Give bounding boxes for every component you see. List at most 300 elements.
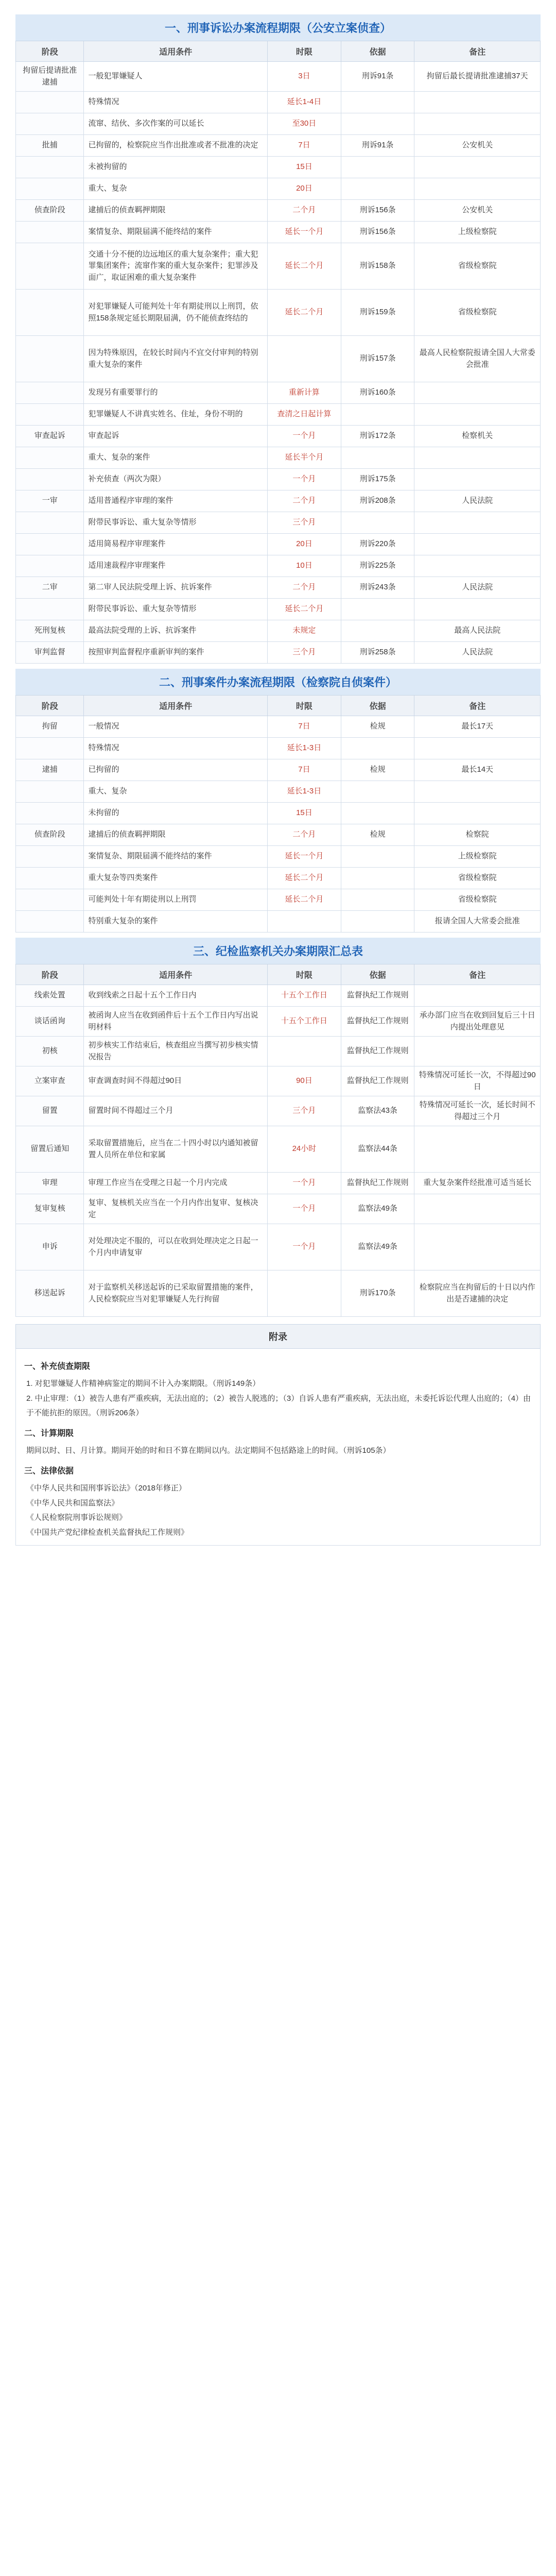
stage-cell: 谈话函询	[16, 1007, 84, 1037]
stage-cell: 逮捕	[16, 759, 84, 781]
condition-cell: 流窜、结伙、多次作案的可以延长	[84, 113, 268, 135]
condition-cell: 特殊情况	[84, 92, 268, 113]
basis-cell	[341, 92, 414, 113]
time-cell	[268, 911, 341, 933]
table-row	[16, 868, 541, 889]
stage-cell	[16, 469, 84, 490]
stage-cell	[16, 447, 84, 469]
note-cell	[414, 985, 541, 1007]
stage-cell	[16, 555, 84, 577]
note-cell: 重大复杂案件经批准可适当延长	[414, 1173, 541, 1194]
note-cell: 拘留后最长提请批准逮捕37天	[414, 62, 541, 92]
basis-cell: 刑诉160条	[341, 382, 414, 404]
note-cell: 人民法院	[414, 490, 541, 512]
time-cell: 延长一个月	[268, 846, 341, 868]
condition-cell: 复审、复核机关应当在一个月内作出复审、复核决定	[84, 1194, 268, 1224]
condition-cell: 适用简易程序审理案件	[84, 534, 268, 555]
basis-cell: 监督执纪工作规则	[341, 1037, 414, 1066]
time-cell: 延长二个月	[268, 243, 341, 290]
appendix-item: 《人民检察院刑事诉讼规则》	[26, 1513, 127, 1522]
stage-cell: 移送起诉	[16, 1270, 84, 1317]
time-cell: 十五个工作日	[268, 1007, 341, 1037]
time-cell	[268, 1037, 341, 1066]
section1-title: 一、刑事诉讼办案流程期限（公安立案侦查）	[15, 14, 541, 41]
section3-table	[15, 964, 541, 1317]
header-basis: 依据	[341, 696, 414, 716]
table-row	[16, 512, 541, 534]
stage-cell: 复审复核	[16, 1194, 84, 1224]
stage-cell	[16, 512, 84, 534]
time-cell: 三个月	[268, 642, 341, 664]
time-cell: 15日	[268, 157, 341, 178]
time-cell: 至30日	[268, 113, 341, 135]
stage-cell	[16, 243, 84, 290]
note-cell: 最高人民检察院报请全国人大常委会批准	[414, 336, 541, 382]
table-row	[16, 620, 541, 642]
time-cell: 二个月	[268, 577, 341, 599]
basis-cell: 刑诉91条	[341, 135, 414, 157]
condition-cell: 已拘留的	[84, 759, 268, 781]
table-row	[16, 716, 541, 738]
stage-cell	[16, 781, 84, 803]
time-cell: 三个月	[268, 512, 341, 534]
condition-cell: 一般犯罪嫌疑人	[84, 62, 268, 92]
note-cell: 特殊情况可延长一次，延长时间不得超过三个月	[414, 1096, 541, 1126]
table-row	[16, 490, 541, 512]
note-cell: 公安机关	[414, 200, 541, 222]
stage-cell	[16, 404, 84, 426]
table-row	[16, 1096, 541, 1126]
stage-cell: 侦查阶段	[16, 824, 84, 846]
header-note: 备注	[414, 41, 541, 62]
note-cell: 最长14天	[414, 759, 541, 781]
condition-cell: 重大、复杂	[84, 178, 268, 200]
basis-cell: 监察法43条	[341, 1096, 414, 1126]
note-cell	[414, 469, 541, 490]
table-row	[16, 1126, 541, 1173]
condition-cell: 已拘留的，检察院应当作出批准或者不批准的决定	[84, 135, 268, 157]
stage-cell	[16, 113, 84, 135]
stage-cell	[16, 534, 84, 555]
note-cell	[414, 512, 541, 534]
stage-cell	[16, 290, 84, 336]
time-cell: 90日	[268, 1066, 341, 1096]
condition-cell: 重大、复杂	[84, 781, 268, 803]
stage-cell: 一审	[16, 490, 84, 512]
note-cell	[414, 382, 541, 404]
note-cell: 报请全国人大常委会批准	[414, 911, 541, 933]
basis-cell: 刑诉220条	[341, 534, 414, 555]
table-row	[16, 178, 541, 200]
note-cell	[414, 738, 541, 759]
note-cell	[414, 555, 541, 577]
note-cell: 省级检察院	[414, 243, 541, 290]
appendix-item: 期间以时、日、月计算。期间开始的时和日不算在期间以内。法定期间不包括路途上的时间。（刑诉105条）	[26, 1446, 391, 1455]
stage-cell	[16, 336, 84, 382]
note-cell	[414, 803, 541, 824]
stage-cell: 留置	[16, 1096, 84, 1126]
time-cell: 一个月	[268, 1224, 341, 1270]
condition-cell: 留置时间不得超过三个月	[84, 1096, 268, 1126]
stage-cell: 审查起诉	[16, 426, 84, 447]
note-cell	[414, 92, 541, 113]
note-cell	[414, 534, 541, 555]
time-cell: 三个月	[268, 1096, 341, 1126]
time-cell: 十五个工作日	[268, 985, 341, 1007]
section3-title: 三、纪检监察机关办案期限汇总表	[15, 938, 541, 964]
condition-cell: 适用速裁程序审理案件	[84, 555, 268, 577]
basis-cell: 监督执纪工作规则	[341, 1066, 414, 1096]
table-row	[16, 290, 541, 336]
time-cell: 一个月	[268, 426, 341, 447]
condition-cell: 重大、复杂的案件	[84, 447, 268, 469]
table-row	[16, 824, 541, 846]
stage-cell	[16, 846, 84, 868]
note-cell: 承办部门应当在收到回复后三十日内提出处理意见	[414, 1007, 541, 1037]
time-cell: 延长1-3日	[268, 738, 341, 759]
basis-cell	[341, 157, 414, 178]
basis-cell: 监察法49条	[341, 1194, 414, 1224]
time-cell: 查清之日起计算	[268, 404, 341, 426]
table-row	[16, 222, 541, 243]
table-row	[16, 135, 541, 157]
appendix-title: 附录	[15, 1324, 541, 1349]
basis-cell: 检规	[341, 824, 414, 846]
stage-cell: 线索处置	[16, 985, 84, 1007]
header-time: 时限	[268, 696, 341, 716]
table-row	[16, 555, 541, 577]
basis-cell	[341, 447, 414, 469]
condition-cell: 审查起诉	[84, 426, 268, 447]
time-cell: 延长一个月	[268, 222, 341, 243]
time-cell: 15日	[268, 803, 341, 824]
basis-cell	[341, 911, 414, 933]
table-row	[16, 62, 541, 92]
condition-cell: 重大复杂等四类案件	[84, 868, 268, 889]
stage-cell	[16, 92, 84, 113]
stage-cell: 二审	[16, 577, 84, 599]
basis-cell: 刑诉170条	[341, 1270, 414, 1317]
stage-cell	[16, 803, 84, 824]
table-row	[16, 759, 541, 781]
table-row	[16, 113, 541, 135]
stage-cell	[16, 738, 84, 759]
header-basis: 依据	[341, 964, 414, 985]
table-row	[16, 846, 541, 868]
header-condition: 适用条件	[84, 41, 268, 62]
condition-cell: 第二审人民法院受理上诉、抗诉案件	[84, 577, 268, 599]
table-row	[16, 781, 541, 803]
stage-cell: 死刑复核	[16, 620, 84, 642]
time-cell: 10日	[268, 555, 341, 577]
basis-cell: 刑诉157条	[341, 336, 414, 382]
stage-cell: 留置后通知	[16, 1126, 84, 1173]
stage-cell	[16, 382, 84, 404]
note-cell	[414, 781, 541, 803]
table-row	[16, 738, 541, 759]
stage-cell: 拘留后提请批准逮捕	[16, 62, 84, 92]
basis-cell	[341, 512, 414, 534]
table-row	[16, 447, 541, 469]
condition-cell: 按照审判监督程序重新审判的案件	[84, 642, 268, 664]
note-cell: 人民法院	[414, 642, 541, 664]
basis-cell: 刑诉158条	[341, 243, 414, 290]
condition-cell: 被函询人应当在收到函件后十五个工作日内写出说明材料	[84, 1007, 268, 1037]
appendix-item: 1. 对犯罪嫌疑人作精神病鉴定的期间不计入办案期限。（刑诉149条）	[26, 1379, 260, 1388]
time-cell: 7日	[268, 716, 341, 738]
note-cell: 省级检察院	[414, 889, 541, 911]
appendix-heading-1: 一、补充侦查期限	[24, 1362, 91, 1371]
condition-cell: 未拘留的	[84, 803, 268, 824]
condition-cell: 补充侦查（两次为限）	[84, 469, 268, 490]
time-cell: 二个月	[268, 200, 341, 222]
section2-title: 二、刑事案件办案流程期限（检察院自侦案件）	[15, 669, 541, 695]
table-row	[16, 92, 541, 113]
condition-cell: 特殊情况	[84, 738, 268, 759]
time-cell: 延长二个月	[268, 599, 341, 620]
table-row	[16, 336, 541, 382]
note-cell	[414, 1224, 541, 1270]
basis-cell: 监察法44条	[341, 1126, 414, 1173]
note-cell: 最高人民法院	[414, 620, 541, 642]
time-cell: 7日	[268, 135, 341, 157]
header-note: 备注	[414, 696, 541, 716]
basis-cell	[341, 113, 414, 135]
note-cell	[414, 178, 541, 200]
time-cell: 24小时	[268, 1126, 341, 1173]
table-row	[16, 1224, 541, 1270]
note-cell	[414, 404, 541, 426]
condition-cell: 附带民事诉讼、重大复杂等情形	[84, 512, 268, 534]
note-cell: 检察院应当在拘留后的十日以内作出是否逮捕的决定	[414, 1270, 541, 1317]
condition-cell: 对处理决定不服的，可以在收到处理决定之日起一个月内申请复审	[84, 1224, 268, 1270]
appendix-heading-3: 三、法律依据	[24, 1466, 74, 1476]
condition-cell: 发现另有重要罪行的	[84, 382, 268, 404]
section3-body	[16, 985, 541, 1317]
condition-cell: 交通十分不便的边远地区的重大复杂案件；重大犯罪集团案件；流窜作案的重大复杂案件；犯罪涉及面广，取证困难的重大复杂案件	[84, 243, 268, 290]
time-cell: 延长1-3日	[268, 781, 341, 803]
basis-cell: 刑诉172条	[341, 426, 414, 447]
note-cell	[414, 113, 541, 135]
time-cell: 重新计算	[268, 382, 341, 404]
condition-cell: 对犯罪嫌疑人可能判处十年有期徒刑以上刑罚，依照158条规定延长期限届满，仍不能侦查终结的	[84, 290, 268, 336]
note-cell: 检察机关	[414, 426, 541, 447]
basis-cell: 刑诉156条	[341, 222, 414, 243]
note-cell	[414, 599, 541, 620]
note-cell: 上级检察院	[414, 222, 541, 243]
basis-cell: 监察法49条	[341, 1224, 414, 1270]
condition-cell: 逮捕后的侦查羁押期限	[84, 200, 268, 222]
time-cell: 二个月	[268, 490, 341, 512]
section2-header-row	[16, 696, 541, 716]
stage-cell	[16, 157, 84, 178]
basis-cell: 刑诉175条	[341, 469, 414, 490]
stage-cell	[16, 911, 84, 933]
basis-cell	[341, 404, 414, 426]
basis-cell: 刑诉243条	[341, 577, 414, 599]
stage-cell	[16, 222, 84, 243]
condition-cell: 收到线索之日起十五个工作日内	[84, 985, 268, 1007]
table-row	[16, 426, 541, 447]
time-cell: 延长1-4日	[268, 92, 341, 113]
condition-cell: 审查调查时间不得超过90日	[84, 1066, 268, 1096]
condition-cell: 案情复杂、期限届满不能终结的案件	[84, 846, 268, 868]
appendix-heading-2: 二、计算期限	[24, 1429, 74, 1438]
condition-cell: 逮捕后的侦查羁押期限	[84, 824, 268, 846]
condition-cell: 可能判处十年有期徒刑以上刑罚	[84, 889, 268, 911]
time-cell: 3日	[268, 62, 341, 92]
table-row	[16, 1066, 541, 1096]
basis-cell: 刑诉208条	[341, 490, 414, 512]
section2-table	[15, 695, 541, 933]
condition-cell: 未被拘留的	[84, 157, 268, 178]
header-basis: 依据	[341, 41, 414, 62]
time-cell: 二个月	[268, 824, 341, 846]
basis-cell: 刑诉225条	[341, 555, 414, 577]
stage-cell: 拘留	[16, 716, 84, 738]
stage-cell	[16, 868, 84, 889]
condition-cell: 对于监察机关移送起诉的已采取留置措施的案件，人民检察院应当对犯罪嫌疑人先行拘留	[84, 1270, 268, 1317]
table-row	[16, 1270, 541, 1317]
basis-cell	[341, 889, 414, 911]
header-condition: 适用条件	[84, 696, 268, 716]
table-row	[16, 243, 541, 290]
time-cell: 20日	[268, 178, 341, 200]
condition-cell: 初步核实工作结束后，核查组应当撰写初步核实情况报告	[84, 1037, 268, 1066]
appendix-item: 《中华人民共和国刑事诉讼法》（2018年修正）	[26, 1484, 186, 1493]
table-row	[16, 1194, 541, 1224]
appendix-item: 《中华人民共和国监察法》	[26, 1498, 119, 1507]
condition-cell: 采取留置措施后，应当在二十四小时以内通知被留置人员所在单位和家属	[84, 1126, 268, 1173]
table-row	[16, 200, 541, 222]
stage-cell: 申诉	[16, 1224, 84, 1270]
condition-cell: 案情复杂、期限届满不能终结的案件	[84, 222, 268, 243]
header-condition: 适用条件	[84, 964, 268, 985]
basis-cell: 刑诉91条	[341, 62, 414, 92]
basis-cell	[341, 620, 414, 642]
time-cell: 延长二个月	[268, 290, 341, 336]
stage-cell: 审理	[16, 1173, 84, 1194]
appendix	[15, 1349, 541, 1546]
table-row	[16, 1037, 541, 1066]
stage-cell: 立案审查	[16, 1066, 84, 1096]
basis-cell	[341, 868, 414, 889]
table-row	[16, 985, 541, 1007]
note-cell	[414, 1126, 541, 1173]
time-cell: 一个月	[268, 1194, 341, 1224]
basis-cell	[341, 781, 414, 803]
time-cell: 一个月	[268, 469, 341, 490]
note-cell: 公安机关	[414, 135, 541, 157]
header-stage: 阶段	[16, 964, 84, 985]
header-note: 备注	[414, 964, 541, 985]
time-cell: 一个月	[268, 1173, 341, 1194]
condition-cell: 适用普通程序审理的案件	[84, 490, 268, 512]
stage-cell	[16, 599, 84, 620]
table-row	[16, 642, 541, 664]
stage-cell: 批捕	[16, 135, 84, 157]
note-cell: 最长17天	[414, 716, 541, 738]
table-row	[16, 911, 541, 933]
table-row	[16, 803, 541, 824]
section2-body	[16, 716, 541, 933]
section1-table	[15, 41, 541, 664]
table-row	[16, 577, 541, 599]
basis-cell: 监督执纪工作规则	[341, 1007, 414, 1037]
appendix-item: 2. 中止审理：（1）被告人患有严重疾病，无法出庭的；（2）被告人脱逃的；（3）自诉人患有严重疾病，无法出庭，未委托诉讼代理人出庭的；（4）由于不能抗拒的原因。（刑诉206条）	[26, 1394, 531, 1418]
stage-cell	[16, 178, 84, 200]
stage-cell: 审判监督	[16, 642, 84, 664]
basis-cell: 监督执纪工作规则	[341, 985, 414, 1007]
time-cell: 20日	[268, 534, 341, 555]
note-cell: 人民法院	[414, 577, 541, 599]
basis-cell	[341, 803, 414, 824]
time-cell: 延长二个月	[268, 889, 341, 911]
stage-cell	[16, 889, 84, 911]
condition-cell: 犯罪嫌疑人不讲真实姓名、住址，身份不明的	[84, 404, 268, 426]
basis-cell	[341, 599, 414, 620]
appendix-item: 《中国共产党纪律检查机关监督执纪工作规则》	[26, 1528, 189, 1537]
header-stage: 阶段	[16, 696, 84, 716]
note-cell	[414, 1194, 541, 1224]
note-cell	[414, 447, 541, 469]
table-row	[16, 534, 541, 555]
time-cell: 延长半个月	[268, 447, 341, 469]
basis-cell: 刑诉156条	[341, 200, 414, 222]
condition-cell: 一般情况	[84, 716, 268, 738]
section3-header-row	[16, 964, 541, 985]
table-row	[16, 889, 541, 911]
basis-cell: 刑诉159条	[341, 290, 414, 336]
condition-cell: 特别重大复杂的案件	[84, 911, 268, 933]
table-row	[16, 599, 541, 620]
header-stage: 阶段	[16, 41, 84, 62]
time-cell	[268, 336, 341, 382]
note-cell: 省级检察院	[414, 290, 541, 336]
table-row	[16, 1173, 541, 1194]
note-cell: 特殊情况可延长一次，不得超过90日	[414, 1066, 541, 1096]
condition-cell: 附带民事诉讼、重大复杂等情形	[84, 599, 268, 620]
condition-cell: 最高法院受理的上诉、抗诉案件	[84, 620, 268, 642]
basis-cell	[341, 846, 414, 868]
basis-cell: 监督执纪工作规则	[341, 1173, 414, 1194]
basis-cell: 刑诉258条	[341, 642, 414, 664]
note-cell: 上级检察院	[414, 846, 541, 868]
basis-cell: 检规	[341, 759, 414, 781]
table-row	[16, 157, 541, 178]
note-cell: 检察院	[414, 824, 541, 846]
note-cell: 省级检察院	[414, 868, 541, 889]
table-row	[16, 1007, 541, 1037]
header-time: 时限	[268, 964, 341, 985]
section1-body	[16, 62, 541, 664]
header-time: 时限	[268, 41, 341, 62]
table-row	[16, 404, 541, 426]
time-cell	[268, 1270, 341, 1317]
basis-cell	[341, 178, 414, 200]
time-cell: 延长二个月	[268, 868, 341, 889]
table-row	[16, 382, 541, 404]
condition-cell: 因为特殊原因，在较长时间内不宜交付审判的特别重大复杂的案件	[84, 336, 268, 382]
time-cell: 7日	[268, 759, 341, 781]
note-cell	[414, 1037, 541, 1066]
stage-cell: 侦查阶段	[16, 200, 84, 222]
basis-cell	[341, 738, 414, 759]
basis-cell: 检规	[341, 716, 414, 738]
stage-cell: 初核	[16, 1037, 84, 1066]
section1-header-row	[16, 41, 541, 62]
condition-cell: 审理工作应当在受理之日起一个月内完成	[84, 1173, 268, 1194]
